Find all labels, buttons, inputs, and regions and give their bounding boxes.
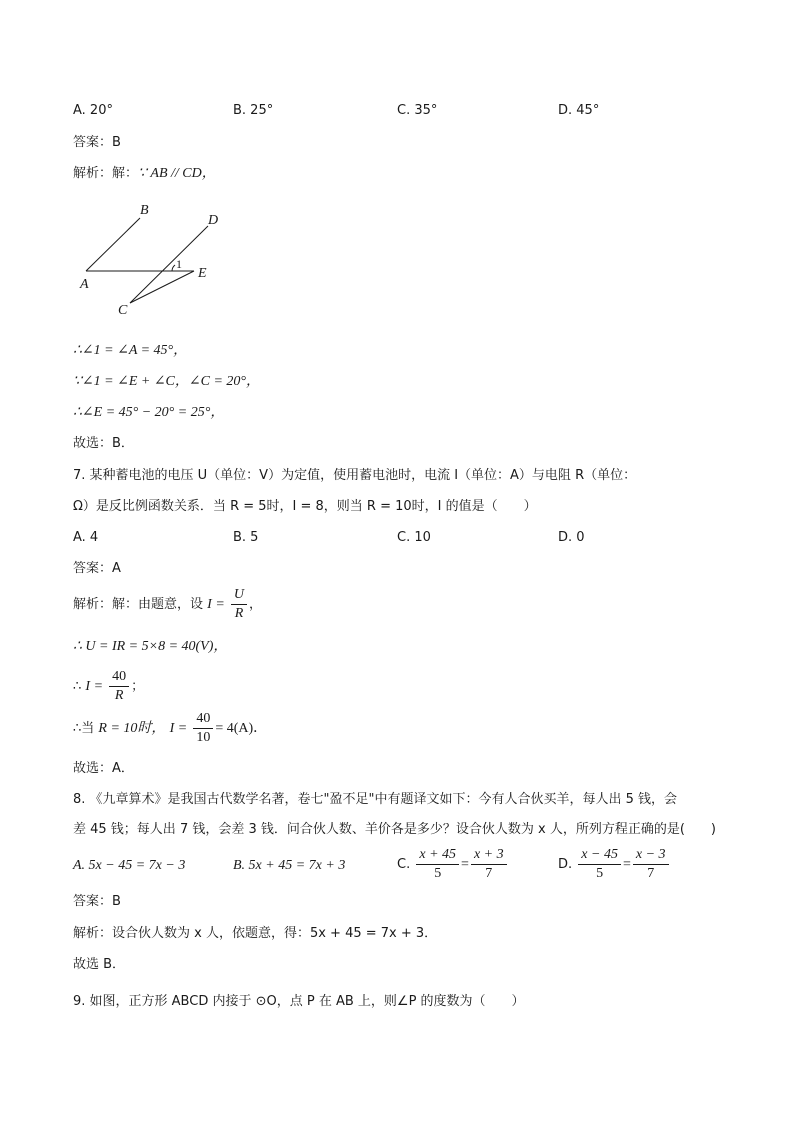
q7-fraction-40-over-10: [193, 710, 213, 747]
q7-conclusion: 故选：A．: [73, 761, 134, 776]
q7-fraction-u-over-r: [231, 586, 247, 623]
q7-fraction-40-over-r: [109, 668, 129, 705]
q8-answer: 答案：B: [73, 894, 121, 909]
q7-formula-3-prefix: ∴当: [73, 721, 95, 736]
label-c: C: [118, 303, 128, 318]
q7-formula-2-line: [73, 668, 144, 705]
fraction-numerator: 40: [109, 668, 129, 687]
q8-option-c-fraction-right: [471, 846, 507, 883]
q6-step-3: ∴∠E = 45° − 20° = 25°，: [73, 405, 225, 420]
segment-ab: [86, 218, 140, 271]
q7-answer: 答案：A: [73, 561, 121, 576]
q8-option-c-label: C.: [397, 857, 411, 872]
label-angle-1: 1: [176, 257, 182, 271]
q6-step-2: ∵∠1 = ∠E + ∠C，∠C = 20°，: [73, 374, 260, 389]
label-a: A: [80, 277, 89, 292]
fraction-numerator: x − 3: [633, 846, 669, 865]
fraction-numerator: x + 45: [416, 846, 459, 865]
q6-option-c: C. 35°: [397, 103, 438, 118]
q6-option-b: B. 25°: [233, 103, 274, 118]
fraction-numerator: U: [231, 586, 247, 605]
q7-analysis-prefix: 解析：解：由题意，设: [73, 597, 204, 612]
q6-analysis-line: [73, 164, 216, 184]
q8-option-b: B. 5x + 45 = 7x + 3: [233, 858, 346, 873]
q7-option-a: A. 4: [73, 530, 99, 545]
segment-cd: [130, 226, 208, 303]
fraction-numerator: x + 3: [471, 846, 507, 865]
q7-stem-line-2: Ω）是反比例函数关系．当 R = 5时，I = 8，则当 R = 10时，I 的值是（ ）: [73, 499, 537, 514]
equals-sign: =: [622, 857, 631, 872]
equals-sign: =: [461, 857, 469, 872]
q7-analysis-line: [73, 586, 262, 623]
q7-formula-1-tail: ，: [249, 597, 263, 612]
q6-option-d: D. 45°: [558, 103, 600, 118]
angle-1-arc: [172, 265, 175, 271]
q6-parallel-statement: ∵ AB // CD，: [138, 166, 216, 181]
fraction-denominator: 5: [434, 866, 442, 881]
q8-analysis: 解析：设合伙人数为 x 人，依题意，得：5x + 45 = 7x + 3．: [73, 926, 438, 941]
fraction-denominator: R: [234, 606, 244, 621]
q6-step-1: ∴∠1 = ∠A = 45°，: [73, 343, 188, 358]
fraction-denominator: 5: [596, 866, 604, 881]
q6-option-a: A. 20°: [73, 103, 113, 118]
q7-formula-3-lhs: I =: [169, 721, 188, 736]
q8-option-d-fraction-right: [633, 846, 669, 883]
q7-formula-2-lhs: I =: [85, 679, 104, 694]
q8-option-a: A. 5x − 45 = 7x − 3: [73, 858, 186, 873]
fraction-numerator: x − 45: [578, 846, 621, 865]
q8-conclusion: 故选 B．: [73, 957, 126, 972]
q7-formula-3-condition: R = 10时，: [98, 721, 166, 736]
fraction-denominator: R: [114, 688, 124, 703]
q7-formula-3-tail: = 4(A)．: [215, 721, 268, 736]
label-e: E: [198, 266, 207, 281]
q7-formula-3-line: [73, 710, 267, 747]
fraction-denominator: 7: [485, 866, 493, 881]
fraction-denominator: 7: [647, 866, 655, 881]
q7-option-c: C. 10: [397, 530, 431, 545]
fraction-numerator: 40: [193, 710, 213, 729]
q7-option-d: D. 0: [558, 530, 585, 545]
q6-analysis-prefix: 解析：解：: [73, 166, 139, 181]
q7-step-1: ∴ U = IR = 5×8 = 40(V)，: [73, 639, 228, 654]
q8-option-c-fraction-left: [416, 846, 459, 883]
q8-option-d-fraction-left: [578, 846, 621, 883]
q7-formula-1-lhs: I =: [207, 597, 225, 612]
q6-conclusion: 故选：B．: [73, 436, 134, 451]
segment-ce: [130, 271, 194, 303]
q7-formula-2-tail: ；: [131, 679, 145, 694]
q8-option-d: [558, 846, 671, 883]
label-d: D: [208, 213, 219, 228]
q9-stem: 9. 如图，正方形 ABCD 内接于 ⊙O，点 P 在 AB 上，则∠P 的度数为（ ）: [73, 994, 525, 1009]
q7-option-b: B. 5: [233, 530, 259, 545]
q7-formula-2-prefix: ∴: [73, 679, 82, 694]
q8-option-c: [397, 846, 509, 883]
parallel-lines-figure: [68, 196, 238, 326]
label-b: B: [140, 203, 149, 218]
q6-answer: 答案：B: [73, 135, 121, 150]
q8-stem-line-2: 差 45 钱；每人出 7 钱，会差 3 钱．问合伙人数、羊价各是多少？设合伙人数为 x 人，所列方程正确的是( ): [73, 822, 716, 837]
q7-stem-line-1: 7. 某种蓄电池的电压 U（单位：V）为定值，使用蓄电池时，电流 I（单位：A）与电阻 R（单位：: [73, 468, 637, 483]
q8-option-d-label: D.: [558, 857, 573, 872]
fraction-denominator: 10: [196, 730, 211, 745]
q8-stem-line-1: 8. 《九章算术》是我国古代数学名著，卷七"盈不足"中有题译文如下：今有人合伙买羊，每人出 5 钱，会: [73, 792, 678, 807]
